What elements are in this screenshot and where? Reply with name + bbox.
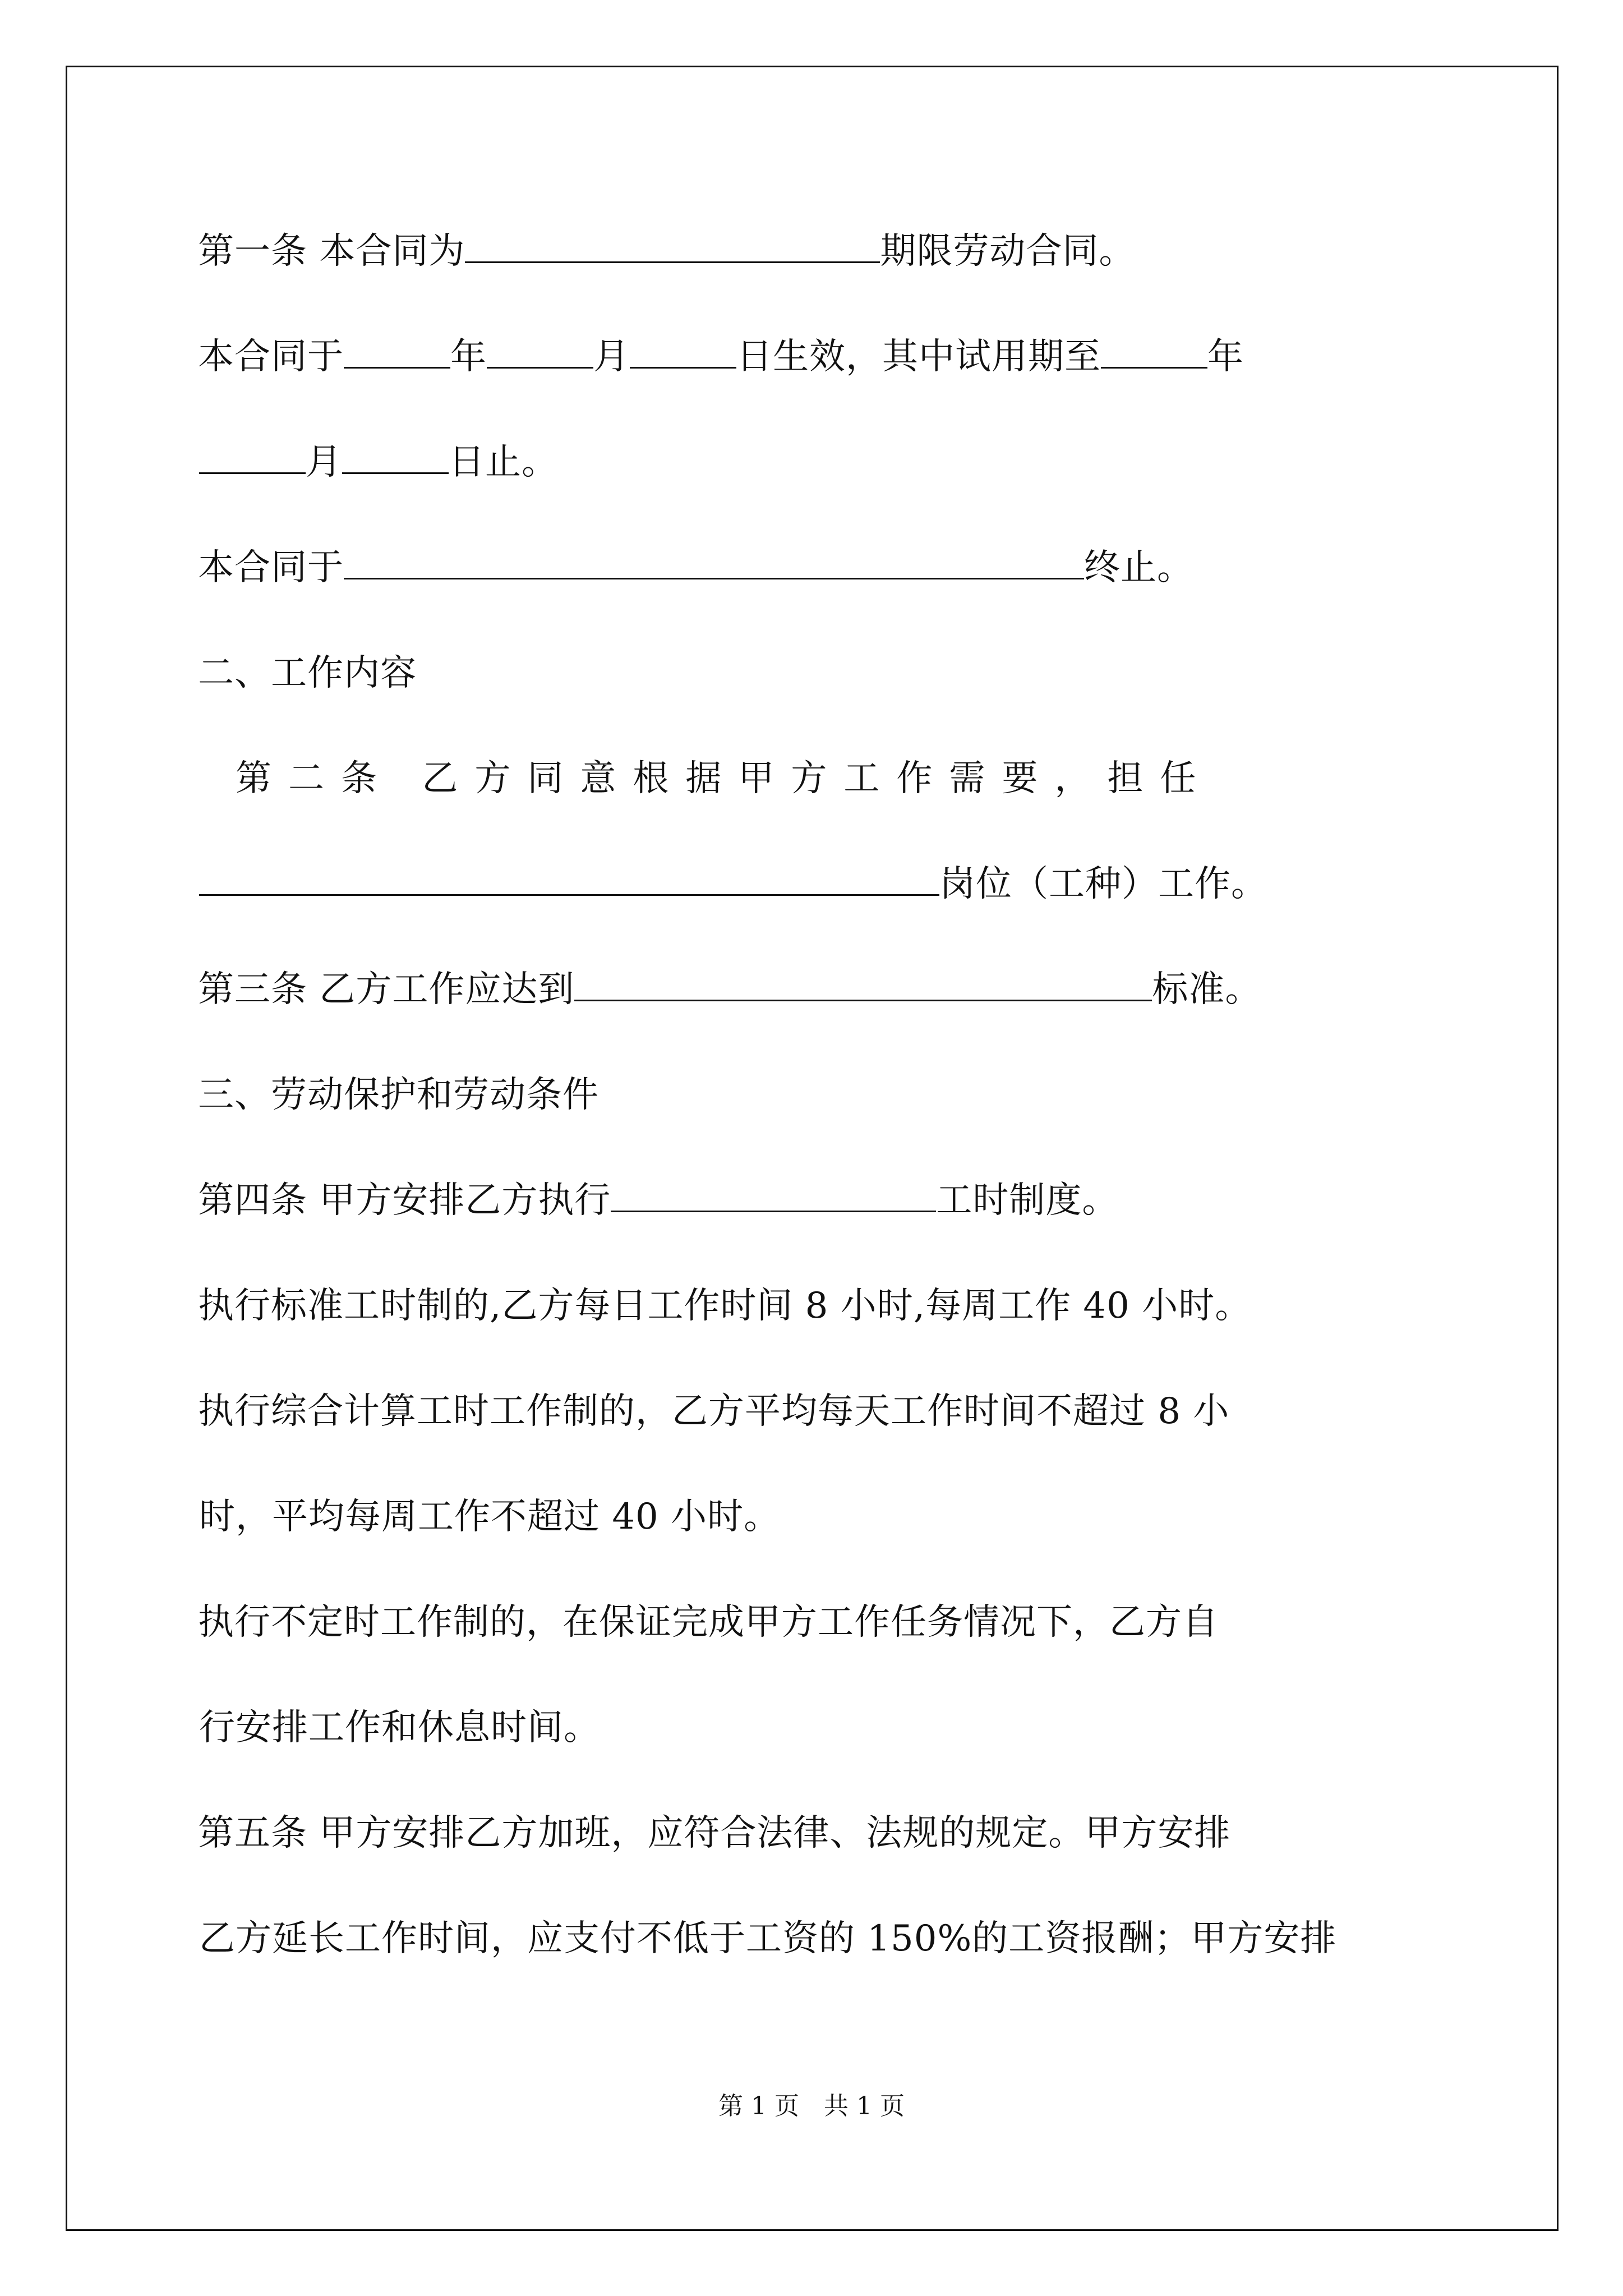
blank-field (574, 965, 1152, 1001)
paragraph-line (199, 1490, 1433, 1544)
blank-field (1101, 332, 1207, 369)
text: 第四条 甲方安排乙方执行 (198, 1180, 611, 1221)
blank-field (487, 332, 593, 369)
blank-field (199, 438, 306, 474)
clause-2-line (236, 752, 1469, 806)
text: 标准。 (1152, 969, 1262, 1010)
effective-date-line (198, 330, 1432, 384)
blank-field (342, 438, 449, 474)
text: 执行不定时工作制的，在保证完成甲方工作任务情况下，乙方自 (198, 1602, 1219, 1643)
blank-field (465, 227, 880, 263)
heading: 三、劳动保护和劳动条件 (198, 1074, 599, 1116)
paragraph-line (199, 1701, 1433, 1755)
text: 乙方延长工作时间，应支付不低于工资的 150%的工资报酬；甲方安排 (199, 1918, 1337, 1959)
text: 行安排工作和休息时间。 (199, 1707, 600, 1749)
position-line (199, 857, 1433, 911)
text: 日止。 (449, 441, 558, 483)
section-heading-3 (198, 1068, 1432, 1122)
paragraph-line (198, 1384, 1432, 1438)
blank-field (611, 1176, 936, 1212)
clause-1-line (198, 224, 1432, 278)
blank-field (199, 859, 939, 896)
text: 月 (593, 336, 630, 378)
termination-line (198, 541, 1432, 595)
heading: 二、工作内容 (198, 652, 417, 694)
clause-3-line (198, 963, 1432, 1016)
text: 本合同于 (198, 336, 344, 378)
text: 第一条 本合同为 (198, 231, 465, 272)
text: 本合同于 (198, 547, 344, 588)
text: 执行标准工时制的,乙方每日工作时间 8 小时,每周工作 40 小时。 (198, 1285, 1252, 1327)
text: 工时制度。 (936, 1180, 1119, 1221)
text: 年 (1207, 336, 1244, 378)
text: 期限劳动合同。 (880, 231, 1136, 272)
text: 月 (306, 441, 342, 483)
paragraph-line (198, 1279, 1432, 1333)
text: 时，平均每周工作不超过 40 小时。 (199, 1496, 781, 1538)
text: 日生效，其中试用期至 (736, 336, 1101, 378)
clause-4-line (198, 1174, 1432, 1227)
text: 终止。 (1084, 547, 1193, 588)
text: 第三条 乙方工作应达到 (198, 969, 575, 1010)
text: 第五条 甲方安排乙方加班，应符合法律、法规的规定。甲方安排 (198, 1812, 1231, 1854)
paragraph-line (199, 1912, 1433, 1966)
text: 年 (450, 336, 487, 378)
paragraph-line (198, 1806, 1432, 1860)
blank-field (630, 332, 736, 369)
blank-field (344, 332, 450, 369)
section-heading-2 (198, 646, 1432, 700)
text: 岗位（工种）工作。 (939, 863, 1267, 905)
blank-field (344, 543, 1084, 579)
text: 第二条 乙方同意根据甲方工作需要，担任 (236, 758, 1213, 799)
probation-end-line (199, 435, 1433, 489)
page-border (66, 66, 1559, 2231)
paragraph-line (198, 1595, 1432, 1649)
text: 执行综合计算工时工作制的，乙方平均每天工作时间不超过 8 小 (198, 1391, 1230, 1432)
page-number-footer: 第 1 页 共 1 页 (718, 2092, 905, 2120)
